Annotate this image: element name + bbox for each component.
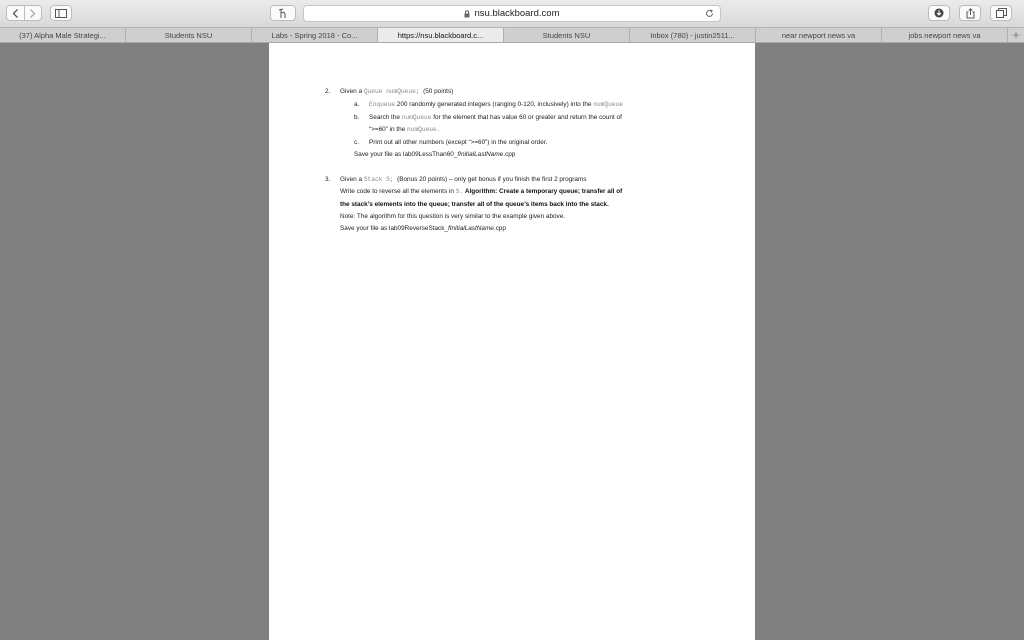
sidebar-button[interactable] <box>50 5 72 21</box>
page-viewport <box>0 43 1024 640</box>
q2-save-line: Save your file as lab09LessThan60_fInitialLastName.cpp <box>354 151 516 158</box>
q2-a-text: Enqueue 200 randomly generated integers (ranging 0-120, inclusively) into the numQueue <box>369 101 623 108</box>
download-icon <box>934 8 944 18</box>
tab-item[interactable]: Students NSU <box>504 28 630 42</box>
q3-algorithm-line: the stack’s elements into the queue; transfer all of the queue’s items back into the stack. <box>340 201 609 208</box>
tab-item[interactable]: jobs newport news va <box>882 28 1008 42</box>
new-tab-button[interactable]: + <box>1012 28 1020 42</box>
tabs-icon <box>996 8 1007 18</box>
tab-item[interactable]: Labs - Spring 2018 - Co... <box>252 28 378 42</box>
share-button[interactable] <box>959 5 981 21</box>
tab-overview-button[interactable] <box>990 5 1012 21</box>
forward-button[interactable] <box>24 6 41 20</box>
q2-c-letter: c. <box>354 139 359 146</box>
browser-toolbar <box>0 0 1024 27</box>
tab-item[interactable]: Students NSU <box>126 28 252 42</box>
q3-write-line: Write code to reverse all the elements in S. Algorithm: Create a temporary queue; transfer all of <box>340 188 623 195</box>
q3-number: 3. <box>325 176 331 183</box>
q3-save-line: Save your file as lab09ReverseStack_fInitialLastName.cpp <box>340 225 506 232</box>
downloads-button[interactable] <box>928 5 950 21</box>
extension-icon <box>278 8 288 19</box>
url-text: nsu.blackboard.com <box>474 8 560 19</box>
q3-note: Note: The algorithm for this question is very similar to the example given above. <box>340 213 566 220</box>
tab-item-active[interactable]: https://nsu.blackboard.c... <box>378 28 504 42</box>
address-bar[interactable] <box>303 5 721 22</box>
chevron-left-icon <box>12 9 19 18</box>
q2-b-text: Search the numQueue for the element that has value 60 or greater and return the count of <box>369 114 622 121</box>
back-button[interactable] <box>7 6 24 20</box>
q2-number: 2. <box>325 88 331 95</box>
share-icon <box>966 8 975 19</box>
document-page <box>269 43 755 640</box>
extension-button[interactable] <box>270 5 296 21</box>
tab-bar <box>0 27 1024 43</box>
q2-heading: Given a Queue numQueue; (50 points) <box>340 88 454 95</box>
q2-b-letter: b. <box>354 114 360 121</box>
chevron-right-icon <box>29 9 36 18</box>
q3-heading: Given a Stack S; (Bonus 20 points) – only get bonus if you finish the first 2 programs <box>340 176 587 183</box>
tab-item[interactable]: (37) Alpha Male Strategi... <box>0 28 126 42</box>
sidebar-icon <box>55 9 67 18</box>
nav-buttons <box>6 5 42 21</box>
q2-a-letter: a. <box>354 101 360 108</box>
reload-icon[interactable] <box>705 9 714 18</box>
tab-item[interactable]: near newport news va <box>756 28 882 42</box>
q2-b-text-cont: “>=60” in the numQueue. <box>369 126 441 133</box>
lock-icon <box>464 10 470 18</box>
q2-c-text: Print out all other numbers (except “>=60”) in the original order. <box>369 139 548 146</box>
tab-item[interactable]: Inbox (780) - justin2511... <box>630 28 756 42</box>
